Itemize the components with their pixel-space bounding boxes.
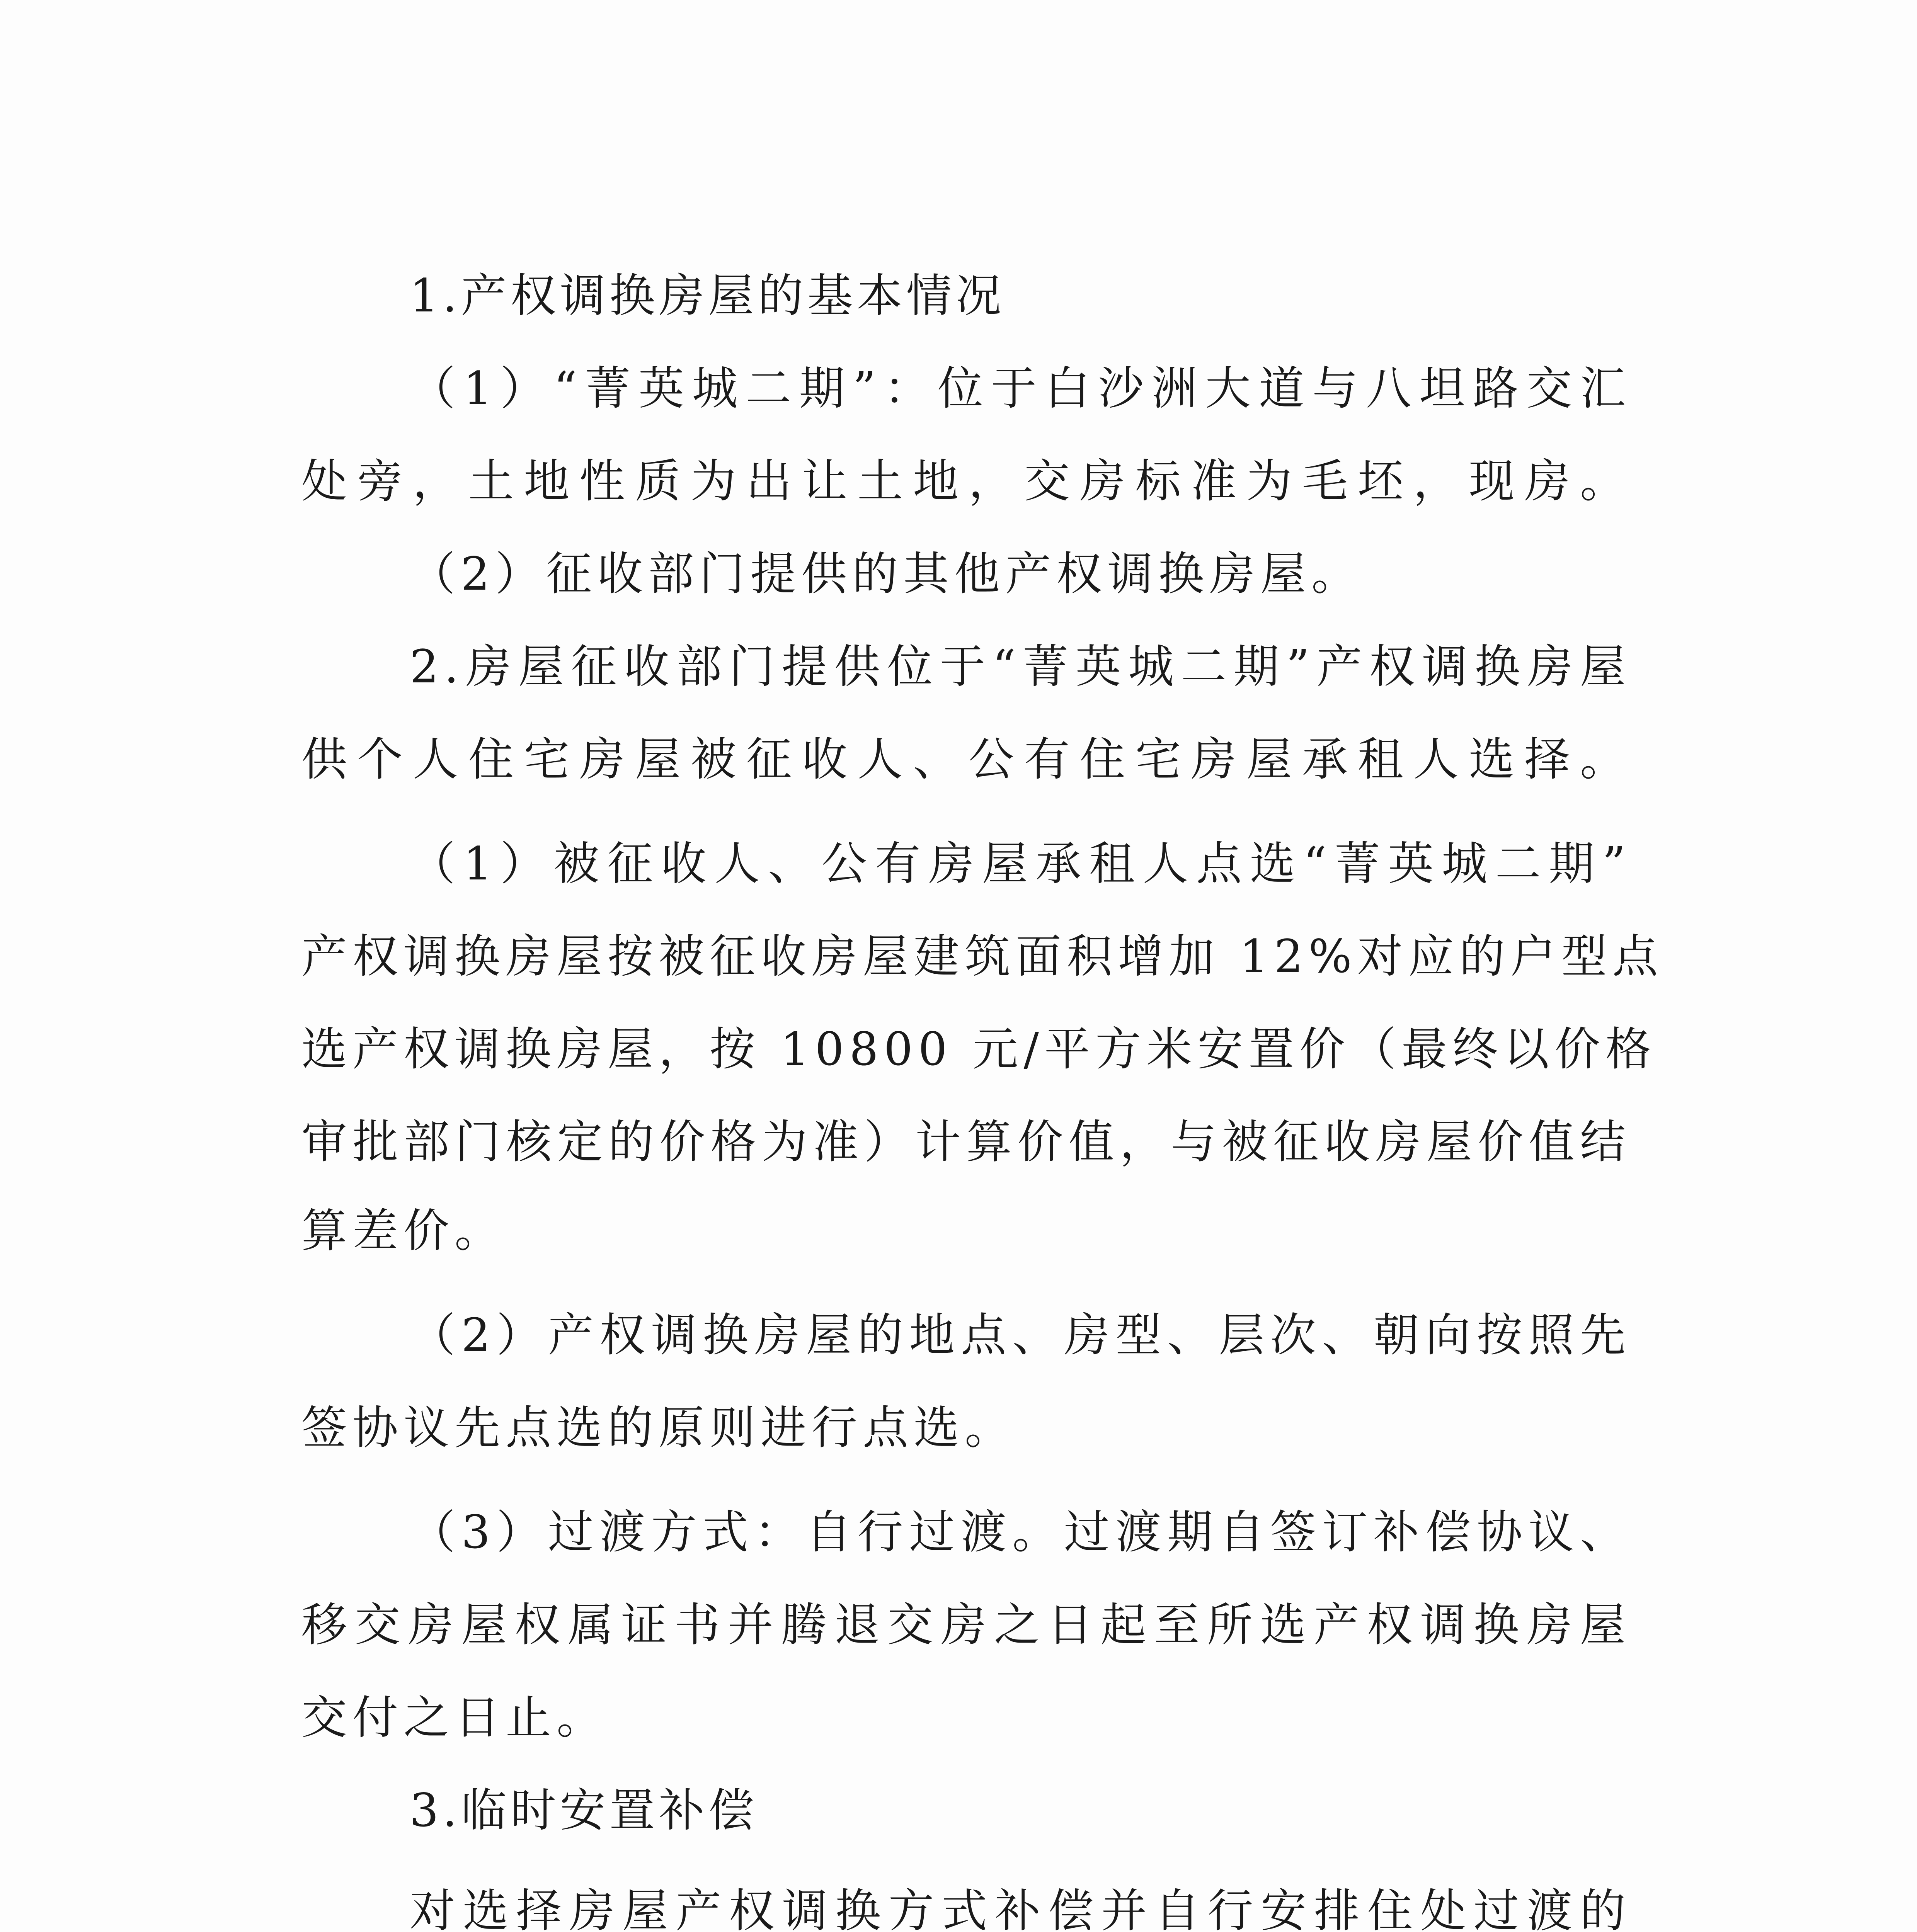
paragraph-line: 审批部门核定的价格为准）计算价值，与被征收房屋价值结 — [301, 1115, 1631, 1168]
paragraph-line: （1）“菁英城二期”：位于白沙洲大道与八坦路交汇 — [410, 362, 1631, 415]
paragraph-line: 选产权调换房屋，按 10800 元/平方米安置价（最终以价格 — [301, 1022, 1657, 1076]
heading-1: 1.产权调换房屋的基本情况 — [410, 269, 1005, 322]
paragraph-line: 签协议先点选的原则进行点选。 — [301, 1401, 1016, 1454]
paragraph-line: 处旁，土地性质为出让土地，交房标准为毛坯，现房。 — [301, 454, 1631, 508]
paragraph-line: 供个人住宅房屋被征收人、公有住宅房屋承租人选择。 — [301, 733, 1631, 786]
paragraph-line: 产权调换房屋按被征收房屋建筑面积增加 12%对应的户型点 — [301, 930, 1663, 983]
paragraph-line: （2）产权调换房屋的地点、房型、层次、朝向按照先 — [410, 1308, 1631, 1362]
paragraph-line: （3）过渡方式：自行过渡。过渡期自签订补偿协议、 — [410, 1505, 1631, 1559]
paragraph-line: 交付之日止。 — [301, 1691, 608, 1744]
paragraph-line: （2）征收部门提供的其他产权调换房屋。 — [410, 547, 1363, 600]
paragraph-line: 2.房屋征收部门提供位于“菁英城二期”产权调换房屋 — [410, 640, 1631, 693]
paragraph-line: 移交房屋权属证书并腾退交房之日起至所选产权调换房屋 — [301, 1598, 1631, 1651]
paragraph-line: （1）被征收人、公有房屋承租人点选“菁英城二期” — [410, 837, 1631, 890]
heading-3: 3.临时安置补偿 — [410, 1784, 758, 1837]
paragraph-line: 算差价。 — [301, 1204, 506, 1257]
paragraph-line: 对选择房屋产权调换方式补偿并自行安排住处过渡的 — [410, 1884, 1631, 1932]
